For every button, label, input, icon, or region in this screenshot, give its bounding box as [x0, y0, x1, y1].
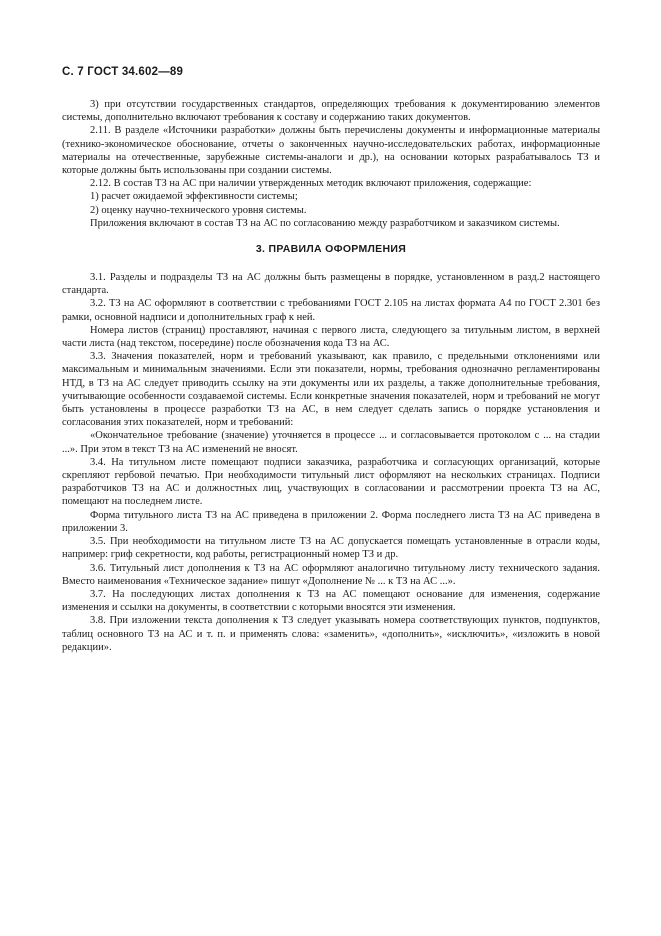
paragraph-3-2-pages: Номера листов (страниц) проставляют, начиная с первого листа, следующего за титульным листом, в верхней части листа (над текстом, посередине) после обозначения кода ТЗ на АС.: [62, 324, 600, 350]
paragraph-3-4-forms: Форма титульного листа ТЗ на АС приведена в приложении 2. Форма последнего листа ТЗ на АС приведена в приложении 3.: [62, 509, 600, 534]
paragraph-3-1: 3.1. Разделы и подразделы ТЗ на АС должны быть размещены в порядке, установленном в разд.2 настоящего стандарта.: [62, 272, 600, 297]
paragraph-2-12-item-2: 2) оценку научно-технического уровня системы.: [90, 204, 307, 216]
section-title: 3. ПРАВИЛА ОФОРМЛЕНИЯ: [255, 243, 407, 256]
running-header: С. 7 ГОСТ 34.602—89: [62, 66, 184, 78]
paragraph-2-11: 2.11. В разделе «Источники разработки» должны быть перечислены документы и информационные материалы (технико-экономическое обоснование, отчеты о законченных научно-исследовательских работах, информационные материалы на отечественные, зарубежные системы-аналоги и др.), на основании которых разрабатывалось ТЗ и которые должны быть использованы при создании системы.: [62, 125, 600, 177]
paragraph-3-3-quote: «Окончательное требование (значение) уточняется в процессе ... и согласовывается протоколом с ... на стадии ...». При этом в текст ТЗ на АС изменений не вносят.: [62, 430, 600, 455]
paragraph-3-3: 3.3. Значения показателей, норм и требований указывают, как правило, с предельными отклонениями или максимальным и минимальным значениями. Если эти показатели, нормы, требования однозначно регламентированы НТД, в ТЗ на АС следует приводить ссылку на эти документы или их разделы, а также дополнительные требования, учитывающие особенности создаваемой системы. Если конкретные значения показателей, норм и требований не могут быть установлены в процессе разработки ТЗ на АС, в нем следует сделать запись о порядке установления и согласования этих показателей, норм и требований:: [62, 351, 600, 429]
paragraph-3-8: 3.8. При изложении текста дополнения к ТЗ следует указывать номера соответствующих пунктов, подпунктов, таблиц основного ТЗ на АС и т. п. и применять слова: «заменить», «дополнить», «исключить», «изложить в новой редакции».: [62, 615, 600, 653]
paragraph-2-12-item-1: 1) расчет ожидаемой эффективности системы;: [90, 191, 298, 203]
paragraph-3-2: 3.2. ТЗ на АС оформляют в соответствии с требованиями ГОСТ 2.105 на листах формата А4 по ГОСТ 2.301 без рамки, основной надписи и дополнительных граф к ней.: [62, 298, 600, 323]
paragraph-2-10-3: 3) при отсутствии государственных стандартов, определяющих требования к документированию элементов системы, дополнительно включают требования к составу и содержанию таких документов.: [62, 99, 600, 124]
paragraph-3-4: 3.4. На титульном листе помещают подписи заказчика, разработчика и согласующих организаций, которые скрепляют гербовой печатью. При необходимости титульный лист оформляют на нескольких страницах. Подписи разработчиков ТЗ на АС и должностных лиц, участвующих в согласовании и рассмотрении проекта ТЗ на АС, помещают на последнем листе.: [62, 456, 600, 508]
document-body: [62, 98, 600, 654]
paragraph-2-12-note: Приложения включают в состав ТЗ на АС по согласованию между разработчиком и заказчиком системы.: [90, 217, 560, 229]
document-page: [62, 0, 600, 936]
paragraph-2-12: 2.12. В состав ТЗ на АС при наличии утвержденных методик включают приложения, содержащие:: [90, 178, 532, 190]
paragraph-3-5: 3.5. При необходимости на титульном листе ТЗ на АС допускается помещать установленные в отрасли коды, например: гриф секретности, код работы, регистрационный номер ТЗ и др.: [62, 536, 600, 561]
paragraph-3-7: 3.7. На последующих листах дополнения к ТЗ на АС помещают основание для изменения, содержание изменения и ссылки на документы, в соответствии с которыми вносятся эти изменения.: [62, 588, 600, 614]
paragraph-3-6: 3.6. Титульный лист дополнения к ТЗ на АС оформляют аналогично титульному листу технического задания. Вместо наименования «Техническое задание» пишут «Дополнение № ... к ТЗ на АС ...».: [62, 562, 600, 587]
